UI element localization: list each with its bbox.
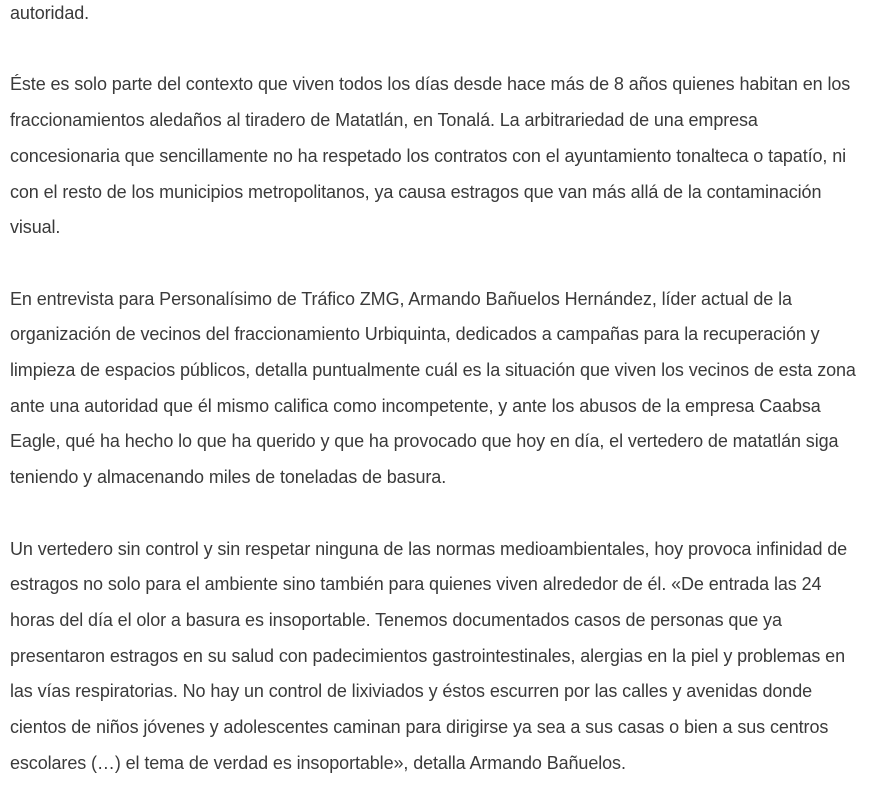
article-paragraph-3: En entrevista para Personalísimo de Tráfico ZMG, Armando Bañuelos Hernández, líder actual de la organización de vecinos del fraccionamiento Urbiquinta, dedicados a campañas para la recuperación y limpieza de espacios públicos, detalla puntualmente cuál es la situación que viven los vecinos de esta zona ante una autoridad que él mismo califica como incompetente, y ante los abusos de la empresa Caabsa Eagle, qué ha hecho lo que ha querido y que ha provocado que hoy en día, el vertedero de matatlán siga teniendo y almacenando miles de toneladas de basura. [10, 288, 856, 488]
article-paragraph-1: autoridad. [10, 3, 90, 23]
article-paragraph-4: Un vertedero sin control y sin respetar ninguna de las normas medioambientales, hoy provoca infinidad de estragos no solo para el ambiente sino también para quienes viven alrededor de él. «De entrada las 24 horas del día el olor a basura es insoportable. Tenemos documentados casos de personas que ya presentaron estragos en su salud con padecimientos gastrointestinales, alergias en la piel y problemas en las vías respiratorias. No hay un control de lixiviados y éstos escurren por las calles y avenidas donde cientos de niños jóvenes y adolescentes caminan para dirigirse ya sea a sus casas o bien a sus centros escolares (…) el tema de verdad es insoportable», detalla Armando Bañuelos. [10, 538, 848, 773]
paragraph-spacer [10, 32, 870, 68]
paragraph-spacer [10, 246, 870, 282]
article-paragraph-2: Éste es solo parte del contexto que viven todos los días desde hace más de 8 años quienes habitan en los fraccionamientos aledaños al tiradero de Matatlán, en Tonalá. La arbitrariedad de una empresa concesionaria que sencillamente no ha respetado los contratos con el ayuntamiento tonalteca o tapatío, ni con el resto de los municipios metropolitanos, ya causa estragos que van más allá de la contaminación visual. [10, 74, 851, 238]
paragraph-spacer [10, 496, 870, 532]
